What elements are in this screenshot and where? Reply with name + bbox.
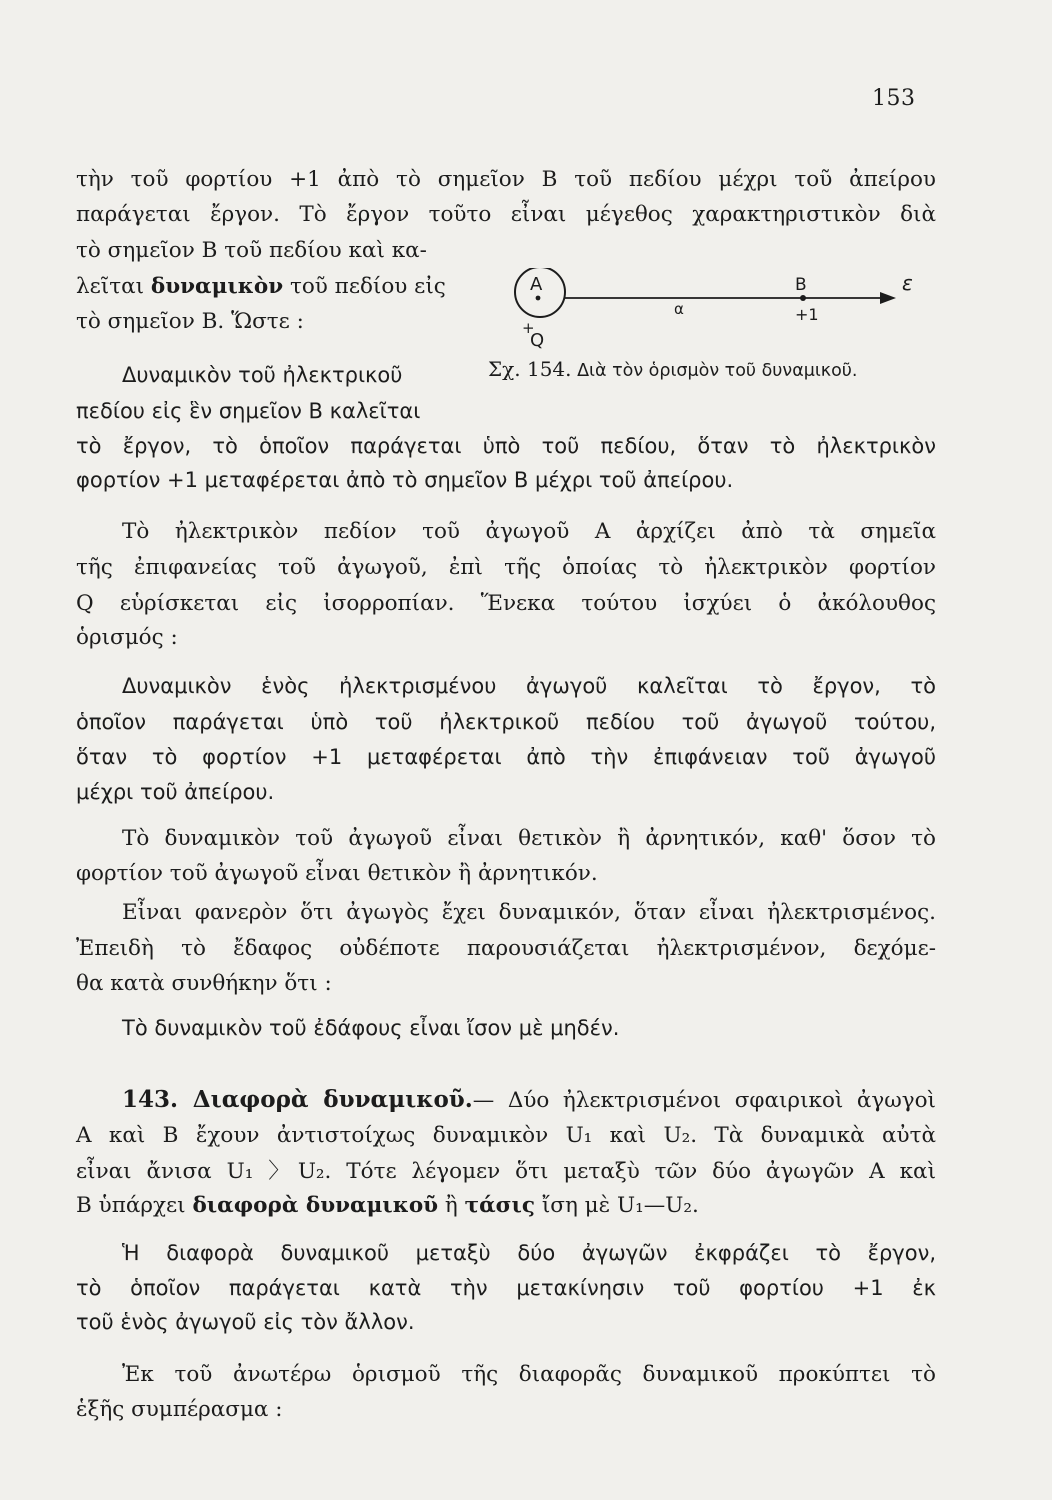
text-line: Α καὶ Β ἔχουν ἀντιστοίχως δυναμικὸν U₁ καὶ U₂. Τὰ δυναμικὰ αὐτὰ [76,1123,936,1148]
text-run: Β ὑπάρχει [76,1193,193,1218]
text-line: τὸ ὁποῖον παράγεται κατὰ τὴν μετακίνησιν τοῦ φορτίου +1 ἐκ [76,1276,936,1300]
text-line: Τὸ δυναμικὸν τοῦ ἀγωγοῦ εἶναι θετικὸν ἢ ἀρνητικόν, καθ' ὅσον τὸ [122,826,936,851]
text-run: ἴση μὲ U₁—U₂. [535,1193,699,1218]
arrow-head [880,292,896,304]
text-line: τοῦ ἑνὸς ἀγωγοῦ εἰς τὸν ἄλλον. [76,1310,415,1334]
text-run: λεῖται [76,274,151,299]
text-line: Δυναμικὸν ἑνὸς ἠλεκτρισμένου ἀγωγοῦ καλεῖται τὸ ἔργον, τὸ [122,674,936,698]
text-line: τῆς ἐπιφανείας τοῦ ἀγωγοῦ, ἐπὶ τῆς ὁποίας τὸ ἠλεκτρικὸν φορτίον [76,555,936,580]
text-line: τὴν τοῦ φορτίου +1 ἀπὸ τὸ σημεῖον Β τοῦ πεδίου μέχρι τοῦ ἀπείρου [76,167,936,192]
text-line: τὸ ἔργον, τὸ ὁποῖον παράγεται ὑπὸ τοῦ πεδίου, ὅταν τὸ ἠλεκτρικὸν [76,434,936,458]
label-b: Β [795,275,807,295]
text-line: εἶναι ἄνισα U₁ 〉U₂. Τότε λέγομεν ὅτι μεταξὺ τῶν δύο ἀγωγῶν Α καὶ [76,1159,936,1184]
label-plus: + [522,319,535,337]
text-line: ὅταν τὸ φορτίον +1 μεταφέρεται ἀπὸ τὴν ἐπιφάνειαν τοῦ ἀγωγοῦ [76,745,936,769]
text-line: φορτίον τοῦ ἀγωγοῦ εἶναι θετικὸν ἢ ἀρνητικόν. [76,861,598,886]
figure-154 [500,268,930,358]
figure-caption [488,357,858,381]
section-heading-line [122,1084,936,1117]
text-line: θα κατὰ συνθήκην ὅτι : [76,971,332,996]
text-line: Ἡ διαφορὰ δυναμικοῦ μεταξὺ δύο ἀγωγῶν ἐκφράζει τὸ ἔργον, [122,1241,936,1265]
page-number: 153 [872,86,916,111]
term-diafora: διαφορὰ δυναμικοῦ [192,1193,439,1218]
term-tasis: τάσις [464,1193,536,1218]
term-dynamikon: δυναμικὸν [150,274,284,299]
text-line: τὸ σημεῖον Β τοῦ πεδίου καὶ κα- [76,238,427,263]
section-heading: 143. Διαφορὰ δυναμικοῦ. [122,1086,473,1113]
text-line: πεδίου εἰς ἓν σημεῖον Β καλεῖται [76,399,421,423]
text-line: παράγεται ἔργον. Τὸ ἔργον τοῦτο εἶναι μέγεθος χαρακτηριστικὸν διὰ [76,202,936,227]
text-line: ὁρισμός : [76,625,178,650]
text-line: Τὸ ἠλεκτρικὸν πεδίον τοῦ ἀγωγοῦ Α ἀρχίζει ἀπὸ τὰ σημεῖα [122,519,936,544]
point-b-dot [800,295,806,301]
text-line: Εἶναι φανερὸν ὅτι ἀγωγὸς ἔχει δυναμικόν, ὅταν εἶναι ἠλεκτρισμένος. [122,900,936,925]
text-line: Τὸ δυναμικὸν τοῦ ἐδάφους εἶναι ἴσον μὲ μηδέν. [122,1016,620,1040]
label-epsilon: ε [902,271,913,295]
text-line [76,271,496,303]
text-line: μέχρι τοῦ ἀπείρου. [76,780,275,804]
text-line: ὁποῖον παράγεται ὑπὸ τοῦ ἠλεκτρικοῦ πεδίου τοῦ ἀγωγοῦ τούτου, [76,710,936,734]
text-line: Ἐκ τοῦ ἀνωτέρω ὁρισμοῦ τῆς διαφορᾶς δυναμικοῦ προκύπτει τὸ [122,1362,936,1387]
text-line: ἑξῆς συμπέρασμα : [76,1397,283,1422]
text-run: ἢ [438,1193,465,1218]
text-run: — Δύο ἠλεκτρισμένοι σφαιρικοὶ ἀγωγοὶ [472,1088,936,1113]
text-run: τοῦ πεδίου εἰς [283,274,446,299]
label-plus-one: +1 [795,305,819,324]
text-line: Δυναμικὸν τοῦ ἠλεκτρικοῦ [122,363,403,387]
caption-text: Διὰ τὸν ὁρισμὸν τοῦ δυναμικοῦ. [571,361,858,381]
conductor-a-center-dot [536,296,541,301]
text-line: τὸ σημεῖον Β. Ὥστε : [76,309,304,334]
label-alpha: α [674,300,684,318]
text-line: Ἐπειδὴ τὸ ἔδαφος οὐδέποτε παρουσιάζεται ἠλεκτρισμένον, δεχόμε- [76,936,936,961]
text-line: φορτίον +1 μεταφέρεται ἀπὸ τὸ σημεῖον Β μέχρι τοῦ ἀπείρου. [76,468,734,492]
caption-number: Σχ. 154. [488,357,572,381]
text-line: Q εὑρίσκεται εἰς ἰσορροπίαν. Ἕνεκα τούτου ἰσχύει ὁ ἀκόλουθος [76,591,936,616]
label-a: Α [530,274,543,295]
text-line [76,1190,936,1222]
label-q: Q [530,330,545,351]
